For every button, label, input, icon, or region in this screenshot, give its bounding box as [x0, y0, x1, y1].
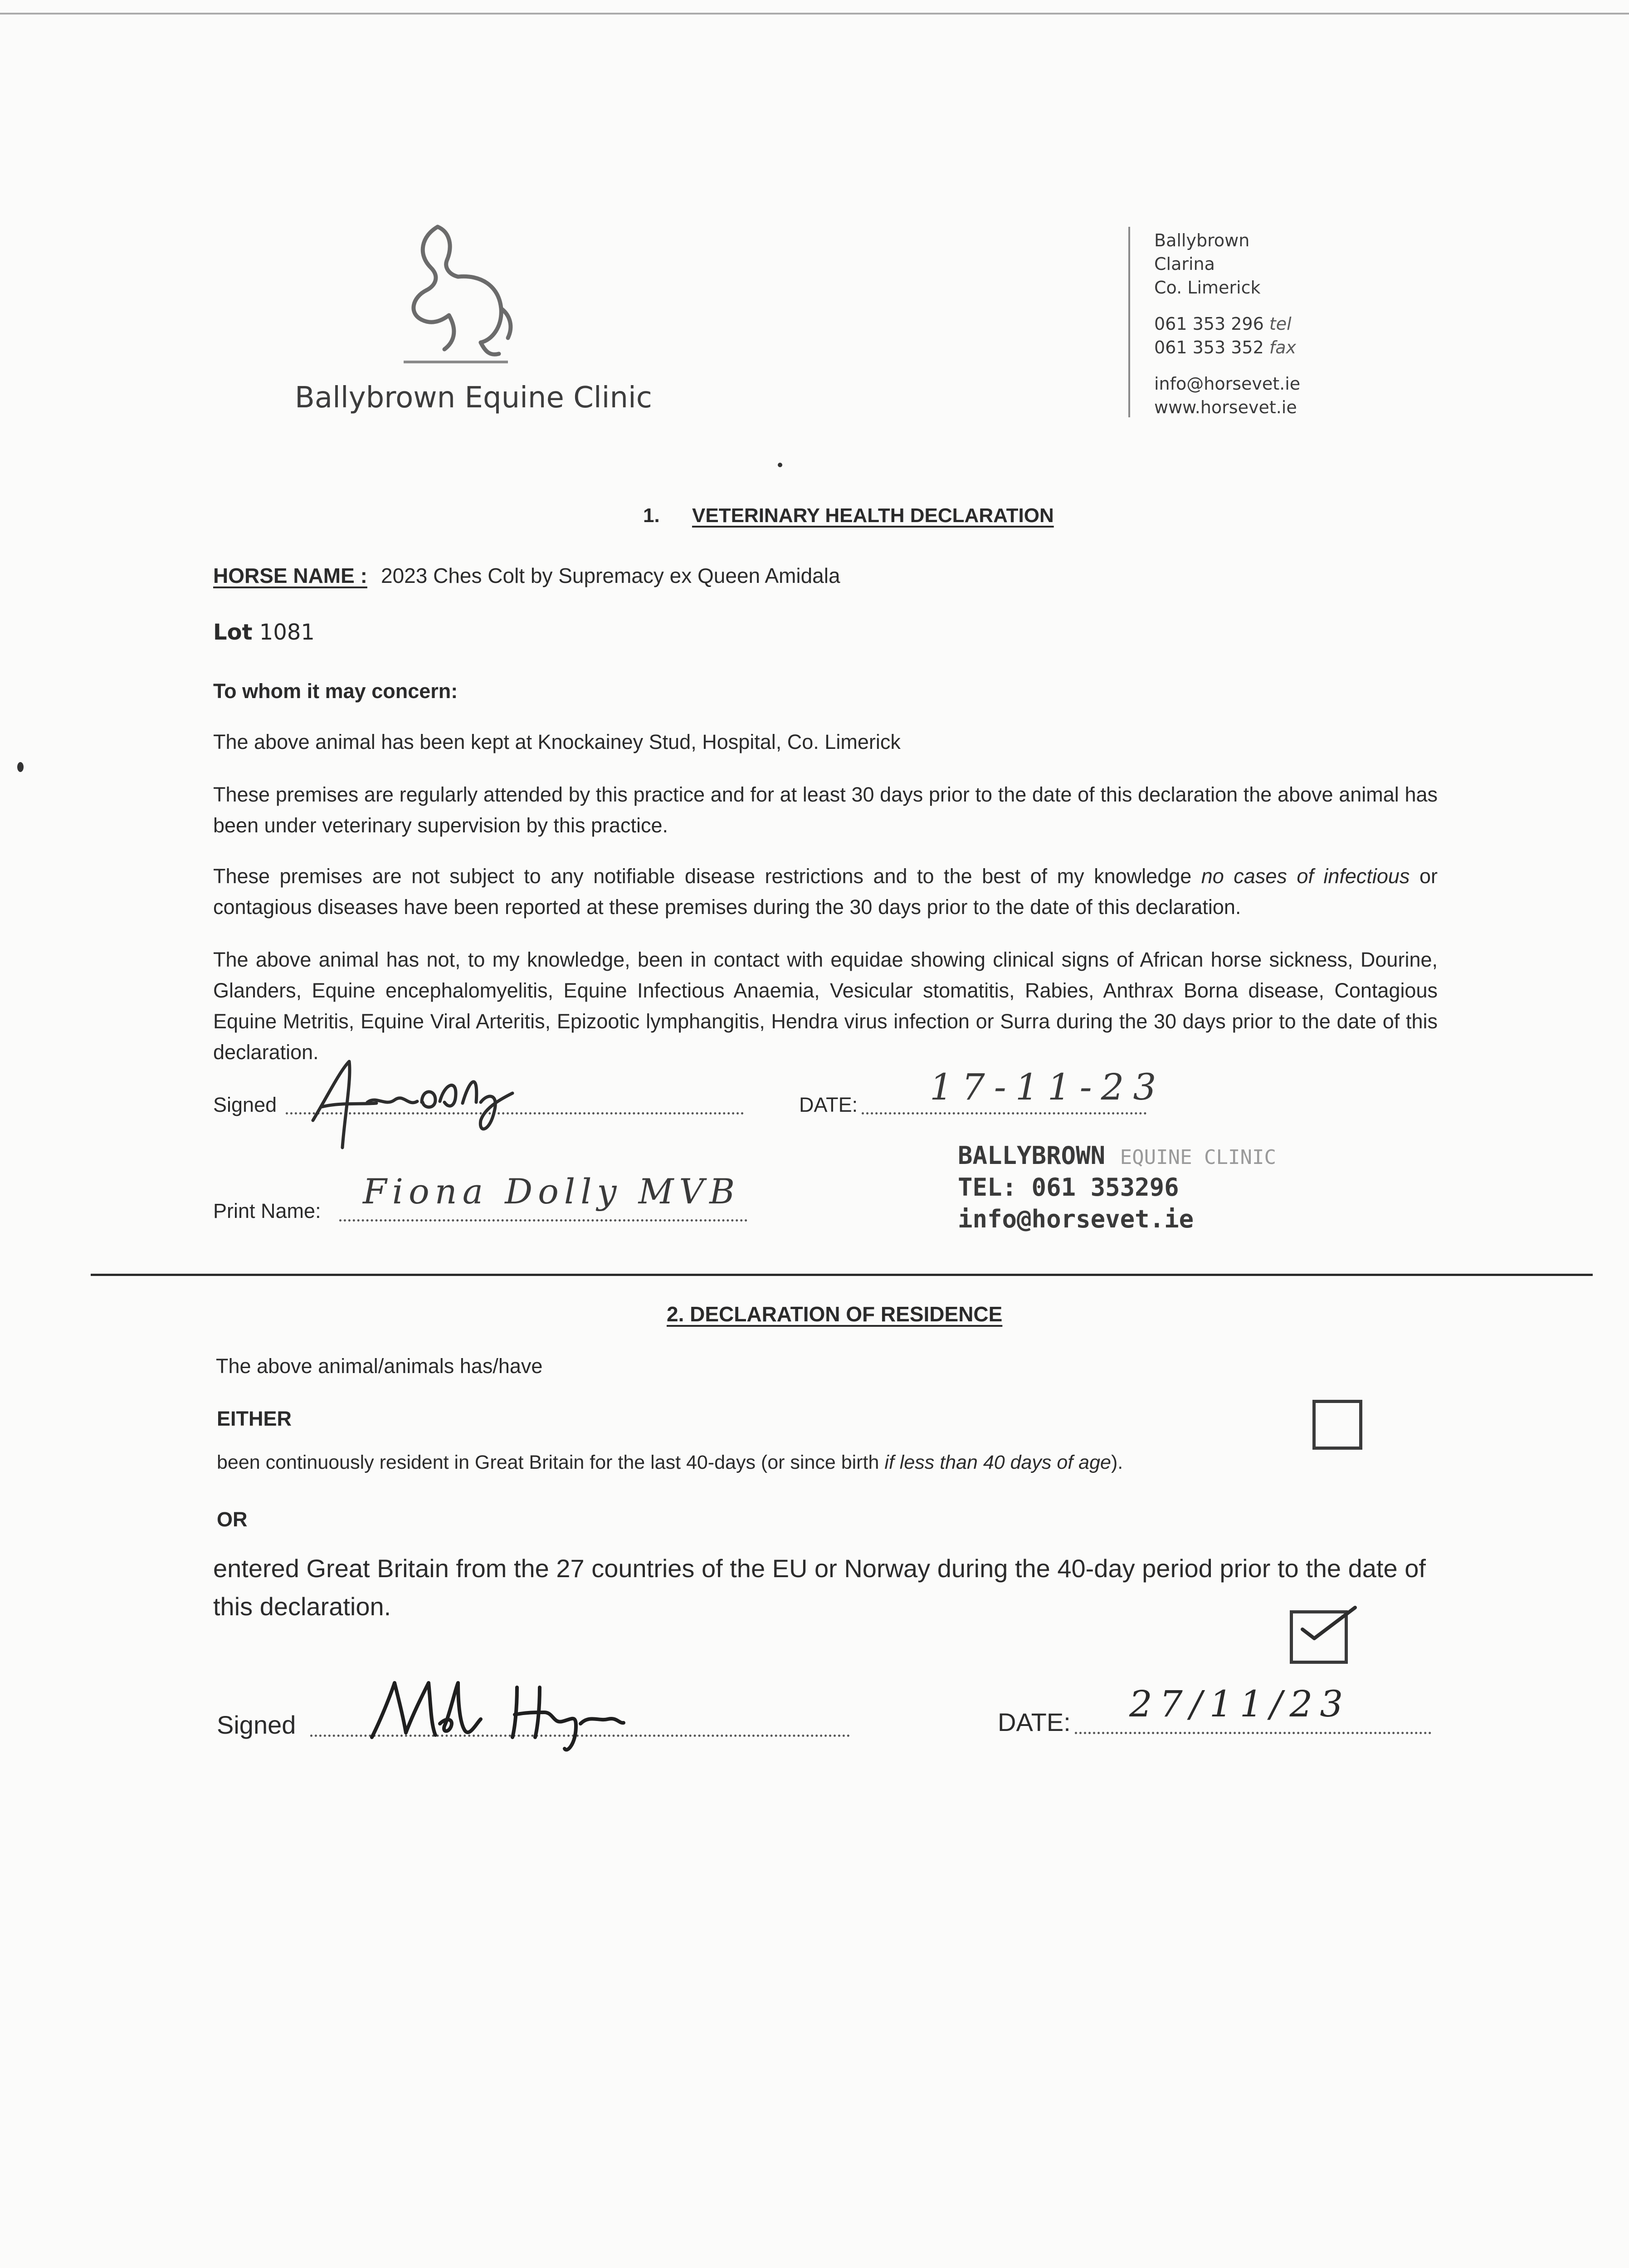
print-name-label: Print Name: [213, 1199, 321, 1222]
address-line-2: Clarina [1154, 254, 1215, 274]
paragraph-kept-at: The above animal has been kept at Knockainey Stud, Hospital, Co. Limerick [213, 730, 901, 753]
signed-label: Signed [213, 1093, 277, 1116]
date-line [862, 1112, 1146, 1114]
section-divider [91, 1274, 1593, 1276]
paragraph-contact: The above animal has not, to my knowledge, been in contact with equidae showing clinical signs of African horse sickness, Dourine, Glanders, Equine encephalomyelitis, Equine Infectious Anaemia, Vesicular stomatitis, Rabies, Anthrax Borna disease, Contagious Equine Metritis, Equine Viral Arteritis, Epizootic lymphangitis, Hendra virus infection or Surra during the 30 days prior to the date of this declaration. [213, 948, 1438, 1064]
rearing-horse-icon [395, 218, 517, 367]
option-2-text: entered Great Britain from the 27 countries of the EU or Norway during the 40-day period prior to the date of this declaration. [213, 1554, 1426, 1621]
owner-signature [363, 1669, 635, 1755]
email: info@horsevet.ie [1154, 374, 1301, 394]
clinic-name: Ballybrown Equine Clinic [295, 381, 652, 415]
clinic-stamp-email: info@horsevet.ie [958, 1205, 1194, 1233]
residence-intro: The above animal/animals has/have [216, 1354, 543, 1378]
lot-number: Lot 1081 [213, 620, 315, 645]
section-title: VETERINARY HEALTH DECLARATION [692, 504, 1054, 527]
address-line-3: Co. Limerick [1154, 278, 1261, 298]
address-line-1: Ballybrown [1154, 230, 1250, 250]
print-name-line [339, 1219, 747, 1222]
salutation: To whom it may concern: [213, 679, 458, 703]
either-label: EITHER [217, 1407, 292, 1430]
scan-speck [778, 463, 782, 467]
check-mark-icon [1297, 1601, 1361, 1651]
date-label: DATE: [998, 1708, 1071, 1736]
vet-signature [299, 1052, 544, 1152]
date-label: DATE: [799, 1093, 858, 1116]
paragraph-attended: These premises are regularly attended by this practice and for at least 30 days prior to the date of this declaration the above animal has been under veterinary supervision by this practice. [213, 783, 1438, 837]
date-line [1075, 1732, 1431, 1734]
scan-speck [17, 762, 24, 772]
section-number: 1. [643, 504, 660, 527]
fax: 061 353 352 fax [1154, 337, 1296, 357]
horse-name-value: 2023 Ches Colt by Supremacy ex Queen Amidala [381, 564, 840, 587]
page-top-edge [0, 13, 1629, 15]
section-title: 2. DECLARATION OF RESIDENCE [667, 1302, 1003, 1326]
or-label: OR [217, 1508, 248, 1531]
signed-label: Signed [217, 1711, 296, 1739]
clinic-stamp-tel: TEL: 061 353296 [958, 1173, 1179, 1202]
paragraph-restrictions: These premises are not subject to any notifiable disease restrictions and to the best of my knowledge no cases of infectious or contagious diseases have been reported at these premises during the 30 days prior to the date of this declaration. [213, 865, 1438, 919]
letterhead-divider [1128, 227, 1130, 417]
horse-name-label: HORSE NAME : [213, 564, 367, 587]
vet-date-value: 17-11-23 [930, 1066, 1166, 1108]
option-1-checkbox[interactable] [1312, 1400, 1362, 1450]
print-name-value: Fiona Dolly MVB [363, 1171, 741, 1212]
clinic-stamp-line-1: BALLYBROWN EQUINE CLINIC [958, 1141, 1276, 1170]
telephone: 061 353 296 tel [1154, 314, 1292, 334]
website: www.horsevet.ie [1154, 397, 1297, 417]
option-1-text: been continuously resident in Great Britain for the last 40-days (or since birth if less than 40 days of age). [217, 1452, 1123, 1473]
owner-date-value: 27/11/23 [1129, 1683, 1351, 1725]
